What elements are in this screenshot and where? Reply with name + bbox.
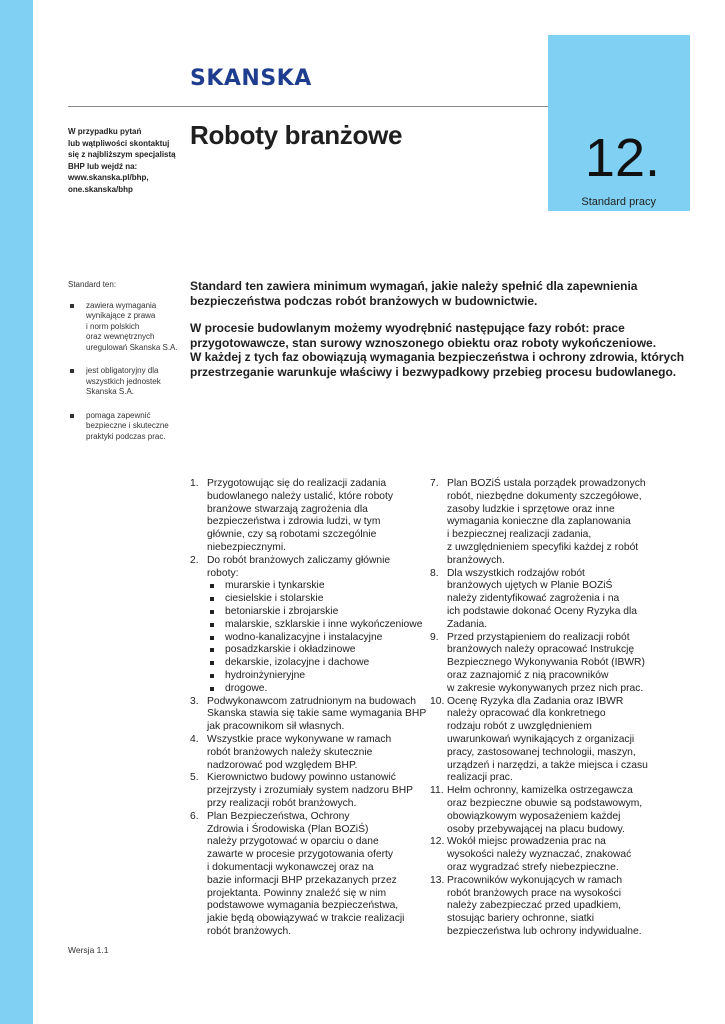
requirements-list-right: [430, 478, 660, 939]
work-type-label: wodno-kanalizacyjne i instalacyjne: [225, 631, 383, 643]
list-item-number: 10.: [430, 695, 445, 707]
sidebar-item-line: wszystkich jednostek: [86, 376, 161, 386]
list-item: [430, 875, 660, 939]
list-item-line: robót branżowych należy skutecznie: [207, 746, 373, 758]
work-type-label: betoniarskie i zbrojarskie: [225, 605, 339, 617]
list-item-line: Wszystkie prace wykonywane w ramach: [207, 733, 392, 745]
list-item-line: jakie będą obowiązywać w trakcie realizacji: [207, 913, 405, 925]
list-item-line: zawarte w procesie przygotowania oferty: [207, 849, 394, 861]
list-item-line: i bezpiecznej realizacji zadania,: [447, 529, 592, 541]
list-item-line: głównie, czy są robotami szczególnie: [207, 529, 377, 541]
list-item-number: 3.: [190, 695, 199, 707]
work-type-item: [207, 644, 420, 657]
list-item-line: należy przygotować w oparciu o dane: [207, 836, 379, 848]
list-item-line: branżowych.: [447, 554, 505, 566]
list-item-line: w zakresie wykonywanych przez nich prac.: [447, 682, 644, 694]
list-item: [190, 811, 420, 939]
list-item-line: przejrzysty i zrozumiały system nadzoru BHP: [207, 785, 413, 797]
bullet-icon: [70, 369, 74, 373]
list-item-line: ich podstawie dokonać Oceny Ryzyka dla: [447, 605, 638, 617]
list-item-number: 8.: [430, 567, 439, 579]
work-type-item: [207, 657, 420, 670]
bullet-icon: [210, 648, 214, 652]
list-item-line: z uwzględnieniem specyfiki każdej z robót: [447, 541, 639, 553]
sidebar-item-line: oraz wewnętrznych: [86, 332, 155, 341]
list-item-number: 5.: [190, 772, 199, 784]
lead-line: przygotowawcze, stan surowy wznoszonego obiektu oraz roboty wykończeniowe.: [190, 335, 657, 350]
bullet-icon: [210, 687, 214, 691]
list-item: [430, 836, 660, 874]
bullet-icon: [210, 584, 214, 588]
left-accent-band: [0, 0, 33, 1024]
list-item-line: stosując bariery ochronne, siatki: [447, 913, 595, 925]
contact-line: się z najbliższym specjalistą: [68, 150, 176, 159]
work-type-item: [207, 670, 420, 683]
sidebar-item-line: uregulowań Skanska S.A.: [86, 342, 178, 352]
list-item-line: Bezpiecznego Wykonywania Robót (IBWR): [447, 657, 645, 669]
list-item: [430, 568, 660, 632]
list-item-line: oraz zaznajomić z nią pracowników: [447, 669, 609, 681]
list-item-line: Do robót branżowych zaliczamy głównie: [207, 554, 391, 566]
sidebar-summary: [68, 280, 183, 455]
contact-line: one.skanska/bhp: [68, 184, 133, 194]
standard-label: Standard pracy: [581, 196, 656, 208]
list-item-line: branżowych należy opracować Instrukcję: [447, 644, 635, 656]
list-item-line: Przed przystąpieniem do realizacji robót: [447, 631, 630, 643]
list-item: [190, 478, 420, 555]
sidebar-item: [68, 301, 183, 354]
contact-line: W przypadku pytań: [68, 127, 142, 136]
list-item-line: Wokół miejsc prowadzenia prac na: [447, 836, 606, 848]
bullet-icon: [210, 674, 214, 678]
list-item-line: uwarunkowań wynikających z organizacji: [447, 733, 635, 745]
list-item-line: realizacji prac.: [447, 772, 513, 784]
work-type-item: [207, 580, 420, 593]
list-item-line: rodzaju robót z uwzględnieniem: [447, 721, 592, 733]
list-item-line: Zdrowia i Środowiska (Plan BOZiŚ): [207, 823, 369, 835]
list-item-line: bezpieczeństwa i zdrowia ludzi, w tym: [207, 516, 381, 528]
list-item-line: robót, niezbędne dokumenty szczegółowe,: [447, 490, 642, 502]
sidebar-intro: Standard ten:: [68, 280, 117, 289]
bullet-icon: [210, 610, 214, 614]
work-types-list: [207, 580, 423, 695]
list-item-line: projektanta. Powinny znaleźć się w nim: [207, 887, 387, 899]
bullet-icon: [70, 304, 74, 308]
list-item-line: Podwykonawcom zatrudnionym na budowach: [207, 695, 416, 707]
list-item-line: obowiązkowym wyposażeniem każdej: [447, 810, 621, 822]
list-item: [190, 554, 423, 696]
lead-line: przestrzeganie warunkuje właściwy i bezwypadkowy przebieg procesu budowlanego.: [190, 364, 677, 379]
sidebar-item-line: jest obligatoryjny dla: [86, 366, 159, 375]
bullet-icon: [210, 597, 214, 601]
lead-paragraph: [190, 279, 670, 308]
list-item-line: podstawowe wymagania bezpieczeństwa,: [207, 900, 399, 912]
list-item-line: należy zidentyfikować zagrożenia i na: [447, 593, 620, 605]
sidebar-item-line: bezpieczne i skuteczne: [86, 421, 169, 430]
contact-line: www.skanska.pl/bhp,: [68, 173, 149, 182]
work-type-item: [207, 683, 420, 696]
list-item: [430, 632, 660, 696]
sidebar-item-line: wynikające z prawa: [86, 311, 156, 320]
sidebar-item-line: pomaga zapewnić: [86, 410, 151, 420]
list-item-line: robót branżowych.: [207, 925, 292, 937]
list-item-line: przy realizacji robót branżowych.: [207, 797, 357, 809]
list-item-line: pracy, zastosowanej technologii, maszyn,: [447, 746, 636, 758]
list-item: [430, 478, 660, 568]
version-label: Wersja 1.1: [68, 945, 109, 955]
list-item: [190, 695, 427, 734]
list-item-line: Plan Bezpieczeństwa, Ochrony: [207, 810, 350, 822]
bullet-icon: [210, 623, 214, 627]
work-type-item: [207, 593, 420, 606]
list-item-line: oraz bezpieczne obuwie są podstawowym,: [447, 797, 643, 809]
list-item-line: Zadania.: [447, 618, 488, 630]
work-type-label: ciesielskie i stolarskie: [225, 593, 324, 605]
list-item-line: Skanska stawia się takie same wymagania BHP: [207, 708, 427, 720]
list-item-line: budowlanego należy ustalić, które roboty: [207, 490, 394, 502]
bullet-icon: [210, 636, 214, 640]
list-item-line: zasoby ludzkie i sprzętowe oraz inne: [447, 503, 615, 515]
lead-text: [190, 279, 685, 392]
lead-line: Standard ten zawiera minimum wymagań, jakie należy spełnić dla zapewnienia: [190, 279, 638, 293]
work-type-item: [207, 632, 420, 645]
list-item-line: jak pracownikom sił własnych.: [207, 721, 345, 733]
lead-line: W każdej z tych faz obowiązują wymagania bezpieczeństwa i ochrony zdrowia, których: [190, 350, 685, 364]
standard-number-box: [548, 35, 690, 211]
work-type-label: drogowe.: [225, 682, 268, 694]
work-type-label: posadzkarskie i okładzinowe: [225, 644, 356, 656]
list-item-number: 4.: [190, 733, 199, 745]
list-item-line: Plan BOZiŚ ustala porządek prowadzonych: [447, 478, 646, 489]
list-item-line: bezpieczeństwa lub ochrony indywidualne.: [447, 925, 642, 937]
list-item: [430, 785, 660, 836]
list-item-line: niebezpiecznymi.: [207, 541, 286, 553]
list-item-line: Kierownictwo budowy powinno ustanowić: [207, 772, 396, 784]
work-type-item: [207, 606, 420, 619]
sidebar-item: [68, 366, 183, 398]
list-item-line: Ocenę Ryzyka dla Zadania oraz IBWR: [447, 695, 624, 707]
skanska-logo: SKANSKA: [190, 66, 312, 91]
list-item-line: Pracowników wykonujących w ramach: [447, 874, 623, 886]
list-item: [190, 734, 420, 772]
list-item-line: nadzorować pod względem BHP.: [207, 759, 358, 771]
lead-paragraph: [190, 321, 685, 379]
list-item-number: 11.: [430, 785, 444, 797]
lead-line: W procesie budowlanym możemy wyodrębnić następujące fazy robót: prace: [190, 321, 625, 335]
list-item-line: roboty:: [207, 567, 239, 579]
list-item-line: branżowe stwarzają zagrożenia dla: [207, 503, 368, 515]
list-item-number: 2.: [190, 554, 199, 566]
contact-line: BHP lub wejdź na:: [68, 161, 138, 171]
sidebar-item-line: zawiera wymagania: [86, 300, 157, 310]
requirements-list-left: [190, 478, 427, 939]
list-item-line: robót branżowych prace na wysokości: [447, 887, 621, 899]
list-item-number: 6.: [190, 810, 199, 822]
list-item-line: należy zabezpieczać przed upadkiem,: [447, 900, 622, 912]
list-item-line: branżowych ujętych w Planie BOZiŚ: [447, 580, 613, 592]
list-item-number: 7.: [430, 478, 439, 489]
sidebar-item: [68, 411, 183, 443]
list-item-line: Dla wszystkich rodzajów robót: [447, 567, 585, 579]
sidebar-item-line: i norm polskich: [86, 321, 140, 331]
work-type-label: hydroinżynieryjne: [225, 669, 306, 681]
list-item-number: 1.: [190, 478, 199, 489]
bullet-icon: [210, 661, 214, 665]
sidebar-list: [68, 301, 183, 443]
sidebar-item-line: Skanska S.A.: [86, 387, 135, 396]
list-item-line: urządzeń i narzędzi, a także miejsca i czasu: [447, 759, 648, 771]
bullet-icon: [70, 414, 74, 418]
list-item-line: osoby przebywającej na placu budowy.: [447, 823, 625, 835]
page-title: Roboty branżowe: [190, 120, 403, 150]
list-item-line: Hełm ochronny, kamizelka ostrzegawcza: [447, 785, 633, 797]
lead-line: bezpieczeństwa podczas robót branżowych w budownictwie.: [190, 293, 538, 308]
list-item: [430, 696, 660, 786]
contact-note: [68, 126, 188, 195]
work-type-label: malarskie, szklarskie i inne wykończeniowe: [225, 618, 423, 630]
list-item-line: i dokumentacji wykonawczej oraz na: [207, 861, 374, 873]
list-item-line: wysokości należy wyznaczać, znakować: [447, 849, 632, 861]
list-item-line: bazie informacji BHP przekazanych przez: [207, 874, 397, 886]
sidebar-item-line: praktyki podczas prac.: [86, 431, 166, 441]
work-type-item: [207, 618, 423, 632]
list-item-number: 13.: [430, 874, 445, 886]
list-item-number: 12.: [430, 836, 445, 848]
list-item-number: 9.: [430, 631, 439, 643]
standard-number: 12.: [584, 128, 660, 188]
work-type-label: dekarskie, izolacyjne i dachowe: [225, 657, 370, 669]
list-item: [190, 772, 420, 810]
list-item-line: wymagania konieczne dla zaplanowania: [447, 516, 631, 528]
list-item-line: Przygotowując się do realizacji zadania: [207, 478, 387, 489]
work-type-label: murarskie i tynkarskie: [225, 580, 325, 592]
contact-line: lub wątpliwości skontaktuj: [68, 138, 170, 148]
list-item-line: oraz wygradzać strefy niebezpieczne.: [447, 861, 619, 873]
list-item-line: należy opracować dla konkretnego: [447, 708, 606, 720]
